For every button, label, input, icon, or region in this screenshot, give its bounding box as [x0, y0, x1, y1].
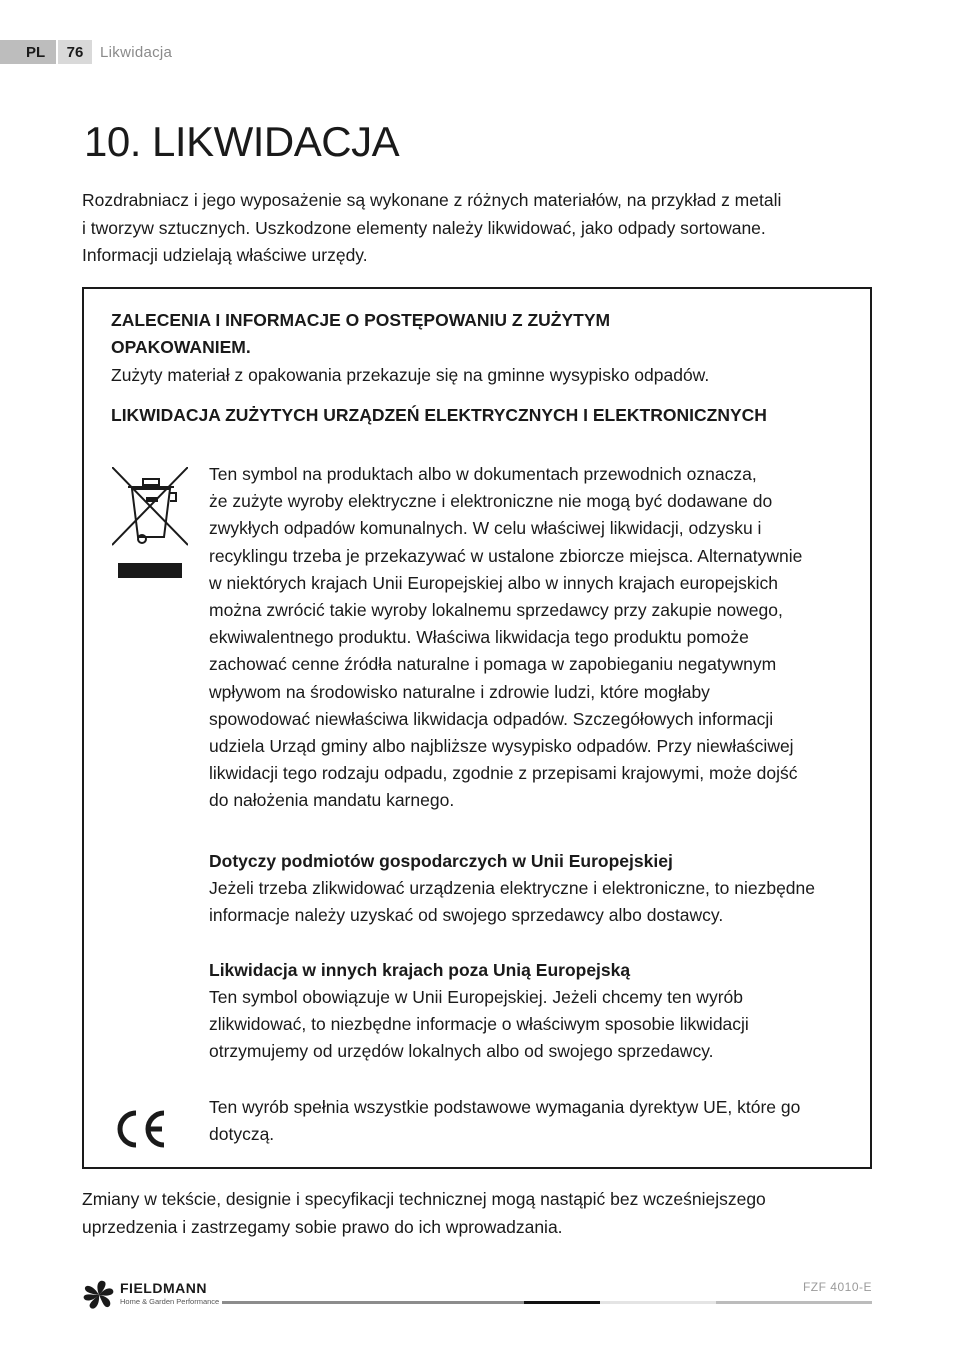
weee-text-line: spowodować niewłaściwa likwidacja odpadów. Szczegółowych informacji [209, 708, 774, 729]
eu-text [209, 875, 869, 929]
eu-text-line: Jeżeli trzeba zlikwidować urządzenia elektryczne i elektroniczne, to niezbędne [209, 878, 816, 898]
disclaimer-line: uprzedzenia i zastrzegamy sobie prawo do ich wprowadzania. [82, 1216, 563, 1237]
language-tag: PL [0, 40, 56, 64]
page-number: 76 [58, 40, 92, 64]
weee-text-line: recyklingu trzeba je przekazywać w ustalone zbiorcze miejsca. Alternatywnie [209, 545, 803, 566]
model-number: FZF 4010-E [802, 1280, 872, 1294]
page-title: 10. LIKWIDACJA [84, 118, 400, 165]
weee-text-line: ekwiwalentnego produktu. Właściwa likwidacja tego produktu pomoże [209, 627, 749, 648]
non-eu-text [209, 984, 869, 1066]
footer-rule-dark [524, 1301, 600, 1304]
brand-name: FIELDMANN [120, 1280, 207, 1296]
weee-text [209, 461, 869, 815]
disclaimer-line: Zmiany w tekście, designie i specyfikacji technicznej mogą nastąpić bez wcześniejszego [82, 1189, 766, 1209]
non-eu-text-line: zlikwidować, to niezbędne informacje o właściwym sposobie likwidacji [209, 1014, 749, 1035]
weee-crossed-bin-icon [112, 467, 188, 579]
section-name: Likwidacja [100, 43, 173, 61]
intro-line: Rozdrabniacz i jego wyposażenie są wykonane z różnych materiałów, na przykład z metali [82, 190, 782, 210]
disposal-info-box [82, 287, 872, 1169]
page-header [0, 40, 172, 64]
footer-rule-light [600, 1301, 716, 1304]
weee-text-line: Ten symbol na produktach albo w dokumentach przewodnich oznacza, [209, 464, 757, 484]
weee-text-line: wpływom na środowisko naturalne i zdrowie ludzi, które mogłaby [209, 681, 710, 702]
intro-paragraph [82, 187, 862, 270]
packaging-heading-line: ZALECENIA I INFORMACJE O POSTĘPOWANIU Z ZUŻYTYM [111, 310, 611, 330]
eu-heading: Dotyczy podmiotów gospodarczych w Unii Europejskiej [209, 851, 673, 871]
non-eu-text-line: otrzymujemy od urzędów lokalnych albo od swojego sprzedawcy. [209, 1041, 714, 1062]
brand-tagline: Home & Garden Performance [120, 1297, 220, 1306]
changes-disclaimer [82, 1186, 862, 1241]
footer-rule-gray [716, 1301, 872, 1304]
eu-text-line: informacje należy uzyskać od swojego sprzedawcy albo dostawcy. [209, 905, 724, 926]
weee-text-line: w niektórych krajach Unii Europejskiej albo w innych krajach europejskich [209, 572, 779, 593]
weee-text-line: zwykłych odpadów komunalnych. W celu właściwej likwidacji, odzysku i [209, 518, 762, 539]
weee-text-line: można zwrócić takie wyroby lokalnemu sprzedawcy przy zakupie nowego, [209, 600, 783, 621]
brand-logo [82, 1279, 222, 1311]
packaging-text: Zużyty materiał z opakowania przekazuje się na gminne wysypisko odpadów. [111, 365, 710, 385]
weee-heading: LIKWIDACJA ZUŻYTYCH URZĄDZEŃ ELEKTRYCZNYCH I ELEKTRONICZNYCH [111, 405, 767, 425]
fieldmann-fan-icon [82, 1279, 116, 1311]
weee-text-line: do nałożenia mandatu karnego. [209, 790, 455, 811]
footer-rule-mid [222, 1301, 524, 1304]
ce-text [209, 1094, 869, 1148]
weee-text-line: udziela Urząd gminy albo najbliższe wysypisko odpadów. Przy niewłaściwej [209, 736, 794, 757]
intro-line: Informacji udzielają właściwe urzędy. [82, 245, 368, 265]
weee-text-line: że zużyte wyroby elektryczne i elektroniczne nie mogą być dodawane do [209, 491, 773, 512]
non-eu-heading: Likwidacja w innych krajach poza Unią Europejską [209, 960, 631, 980]
packaging-heading-line: OPAKOWANIEM. [111, 337, 251, 357]
intro-line: i tworzyw sztucznych. Uszkodzone elementy należy likwidować, jako odpady sortowane. [82, 217, 766, 238]
ce-text-line: dotyczą. [209, 1124, 275, 1145]
weee-text-line: zachować cenne źródła naturalne i pomaga w zapobieganiu negatywnym [209, 654, 777, 675]
weee-text-line: likwidacji tego rodzaju odpadu, zgodnie z przepisami krajowymi, może dojść [209, 763, 798, 784]
non-eu-text-line: Ten symbol obowiązuje w Unii Europejskiej. Jeżeli chcemy ten wyrób [209, 987, 743, 1007]
packaging-heading [111, 307, 851, 361]
ce-text-line: Ten wyrób spełnia wszystkie podstawowe wymagania dyrektyw UE, które go [209, 1097, 801, 1117]
ce-mark-icon [112, 1109, 168, 1149]
